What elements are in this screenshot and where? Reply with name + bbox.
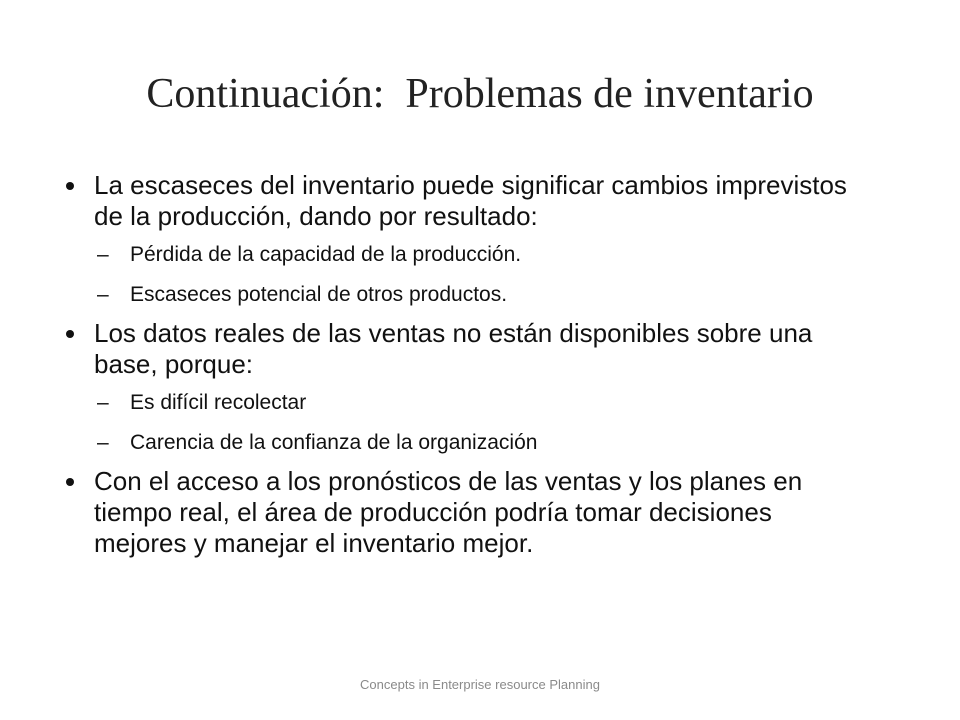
sub-bullet-text: Pérdida de la capacidad de la producción.	[130, 243, 522, 266]
slide-footer: Concepts in Enterprise resource Planning	[360, 677, 600, 692]
dash-icon: –	[97, 283, 109, 306]
slide-title: Continuación: Problemas de inventario	[146, 71, 814, 117]
bullet-item	[66, 170, 866, 308]
sub-bullet-item	[94, 390, 866, 416]
bullet-item	[66, 318, 866, 456]
bullet-dot-icon	[66, 182, 74, 190]
dash-icon: –	[97, 431, 109, 454]
bullet-text: La escaseces del inventario puede significar cambios imprevistos de la producción, dando por resultado:	[94, 170, 847, 231]
dash-icon: –	[97, 243, 109, 266]
bullet-text: Con el acceso a los pronósticos de las ventas y los planes en tiempo real, el área de producción podría tomar decisiones mejores y manejar el inventario mejor.	[94, 466, 803, 558]
sub-bullet-text: Escaseces potencial de otros productos.	[130, 283, 508, 306]
sub-bullet-text: Es difícil recolectar	[130, 391, 307, 414]
sub-bullet-text: Carencia de la confianza de la organización	[130, 431, 538, 454]
bullet-text: Los datos reales de las ventas no están disponibles sobre una base, porque:	[94, 318, 813, 379]
sub-bullet-item	[94, 430, 866, 456]
bullet-item	[66, 466, 866, 559]
dash-icon: –	[97, 391, 109, 414]
sub-bullet-list	[94, 242, 866, 308]
bullet-dot-icon	[66, 330, 74, 338]
bullet-dot-icon	[66, 478, 74, 486]
sub-bullet-list	[94, 390, 866, 456]
sub-bullet-item	[94, 242, 866, 268]
sub-bullet-item	[94, 282, 866, 308]
bullet-list	[66, 170, 866, 559]
